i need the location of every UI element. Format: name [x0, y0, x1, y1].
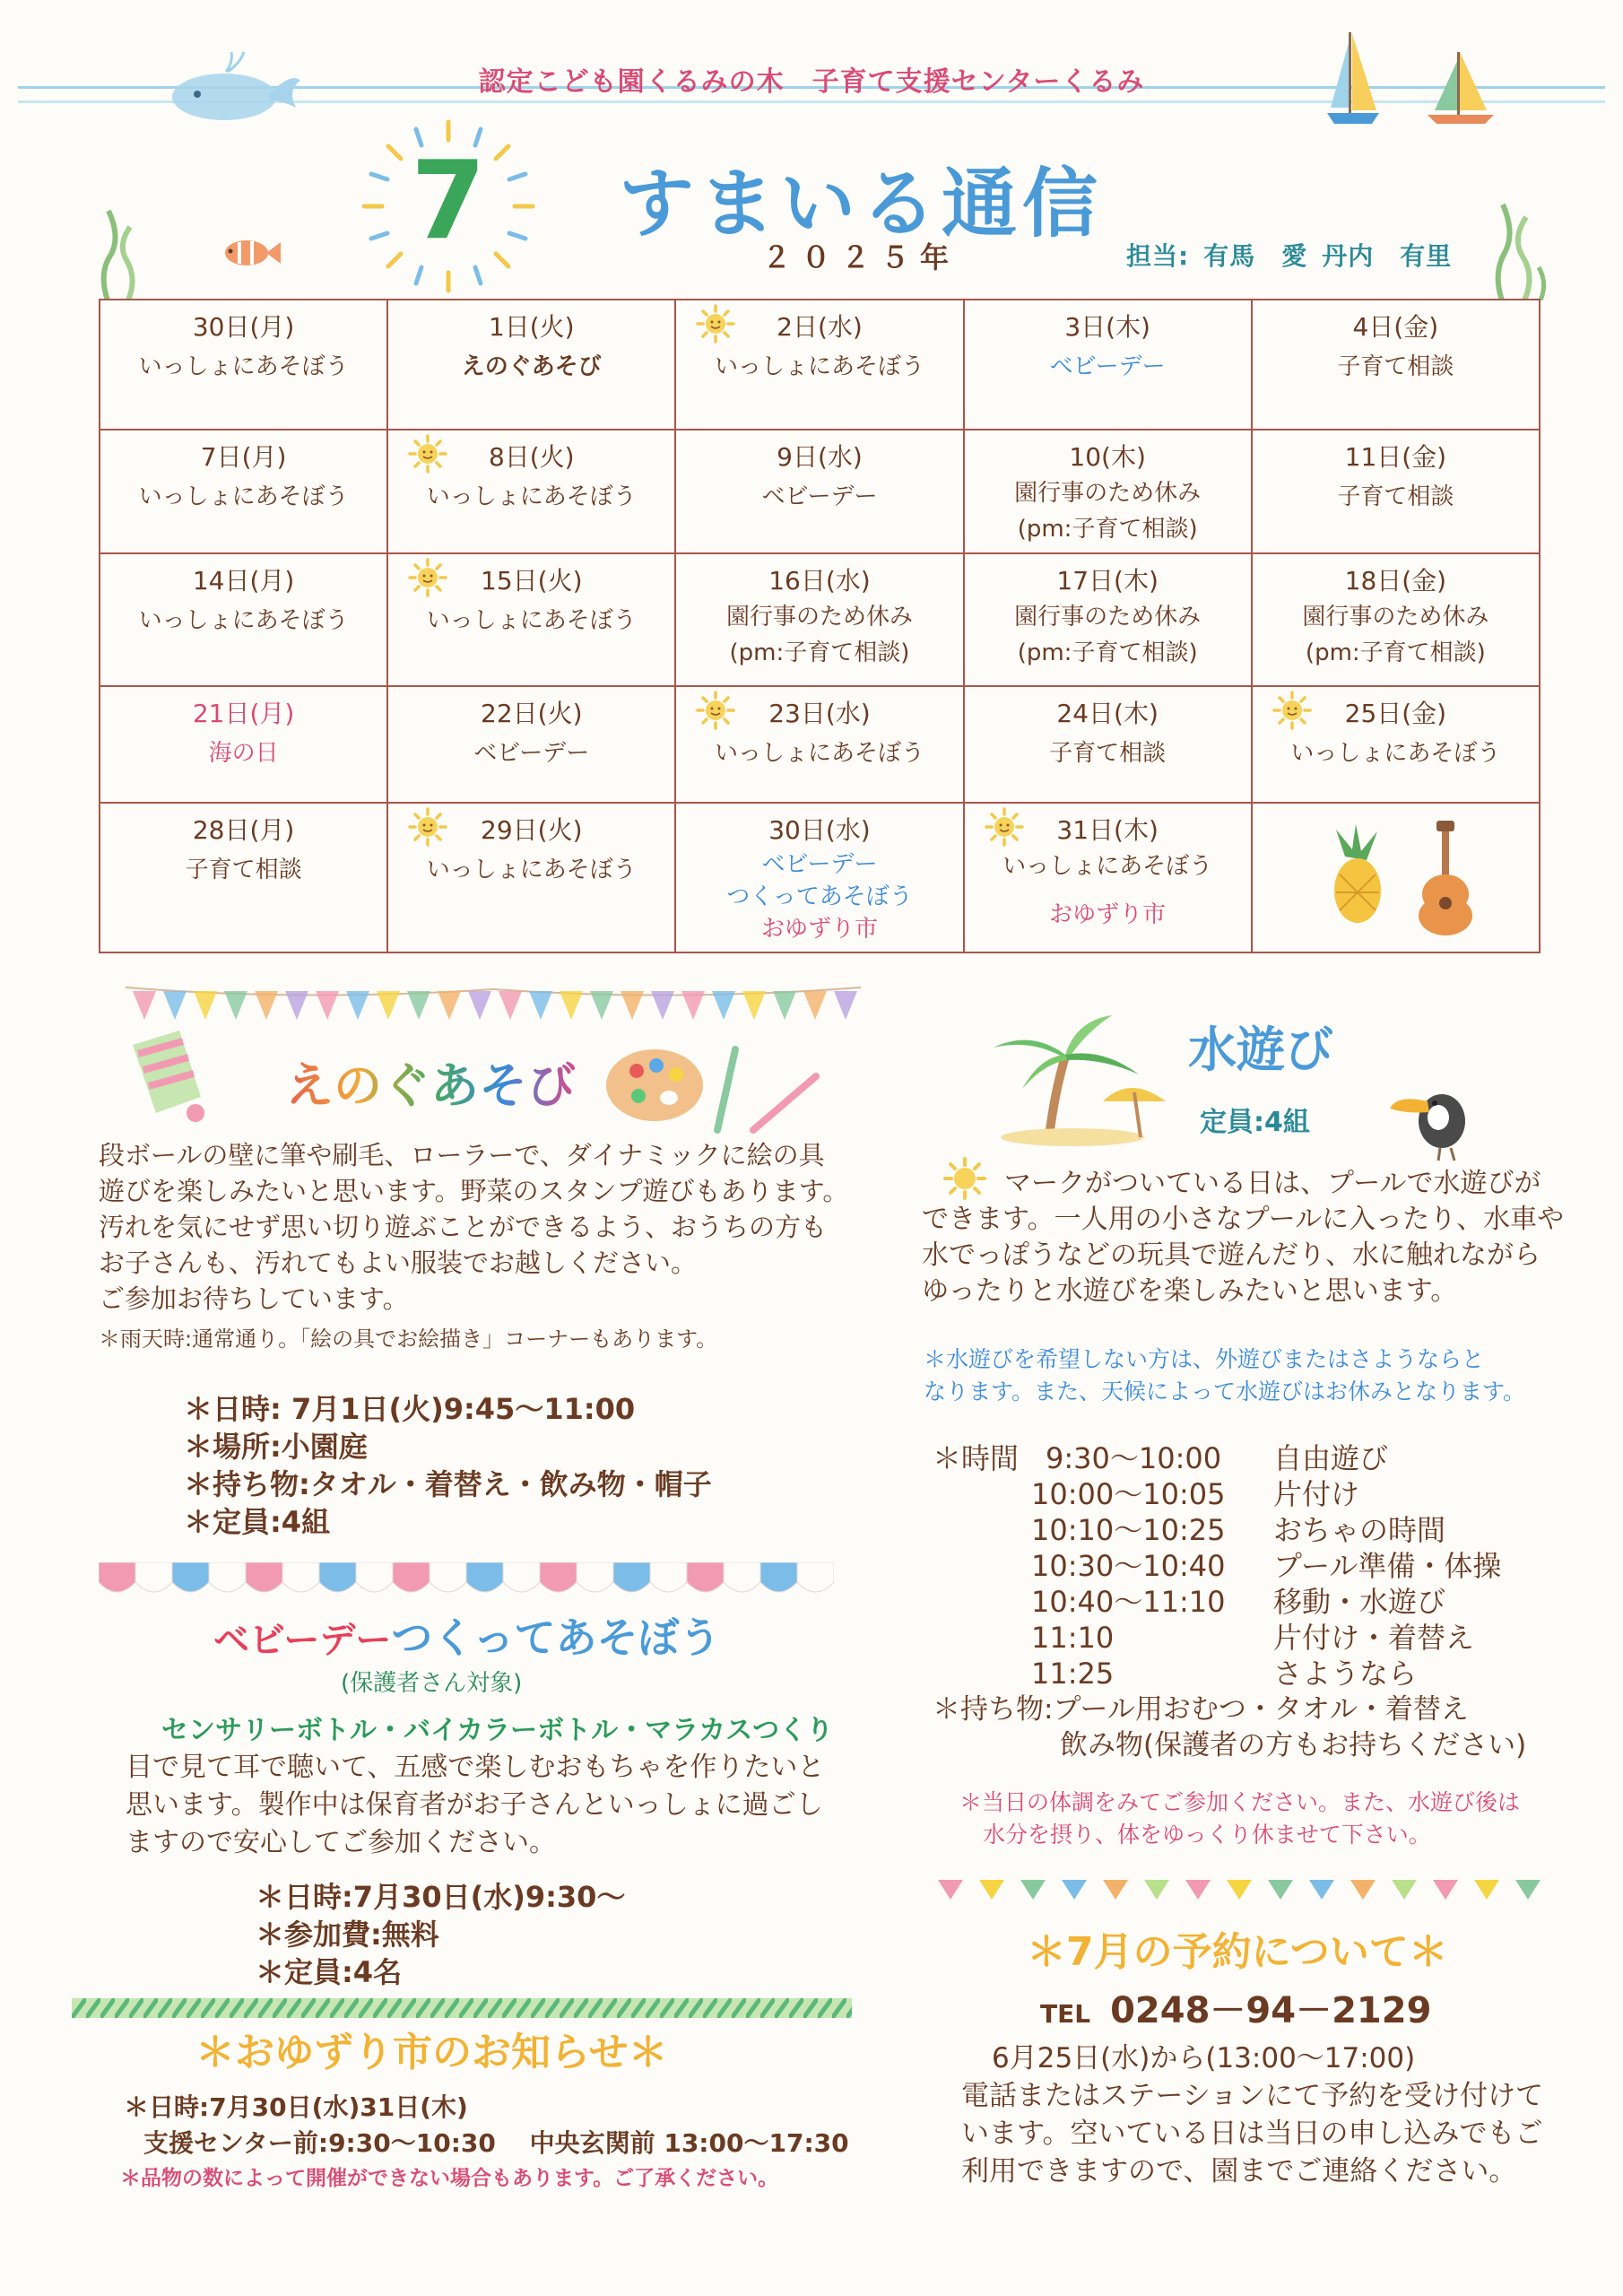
sun-mark-icon [985, 807, 1024, 847]
calendar-date: 22日(火) [481, 699, 583, 729]
baby-craft: センサリーボトル・バイカラーボトル・マラカスつくり [161, 1715, 834, 1746]
calendar-event: おゆずり市 [760, 915, 878, 943]
calendar-event: ベビーデー [761, 850, 878, 878]
calendar-day-cell [387, 686, 675, 802]
calendar-event: つくってあそぼう [726, 883, 913, 910]
tel-number: 0248－94－2129 [1110, 1990, 1432, 2031]
calendar-week-row [100, 430, 1540, 553]
calendar-day-cell [675, 430, 963, 553]
baby-body [126, 1749, 879, 1862]
calendar-event: いっしょにあそぼう [426, 856, 637, 883]
calendar-week-row [100, 686, 1540, 802]
calendar-date: 1日(火) [488, 312, 575, 342]
organization-name: 認定こども園くるみの木 子育て支援センターくるみ [478, 66, 1145, 98]
oyuzuri-note: ＊品物の数によって開催ができない場合もあります。ご了承ください。 [120, 2167, 779, 2190]
calendar-date: 18日(金) [1344, 565, 1447, 596]
calendar-event: いっしょにあそぼう [138, 353, 349, 380]
calendar-day-cell [675, 803, 963, 952]
baby-body-line: 思います。製作中は保育者がお子さんといっしょに過ごし [126, 1789, 823, 1821]
calendar-day-cell [675, 686, 963, 802]
calendar-event: いっしょにあそぼう [714, 740, 924, 768]
calendar-event: いっしょにあそぼう [1290, 740, 1501, 768]
enogu-rain-note: ＊雨天時:通常通り。「絵の具でお絵描き」コーナーもあります。 [99, 1326, 718, 1352]
calendar-day-cell [675, 553, 963, 686]
sun-mark-icon [696, 304, 735, 344]
water-body-line: ゆったりと水遊びを楽しみたいと思います。 [922, 1275, 1458, 1307]
water-note-line: ＊水遊びを希望しない方は、外遊びまたはさようならと [924, 1346, 1485, 1372]
water-items-2: 飲み物(保護者の方もお持ちください) [1060, 1729, 1527, 1761]
schedule-activity: 片付け [1273, 1477, 1360, 1511]
calendar-week-row [100, 300, 1540, 430]
calendar-day-cell [387, 553, 675, 686]
calendar-day-cell [964, 686, 1252, 802]
calendar-date: 9日(水) [777, 441, 863, 472]
calendar-event: いっしょにあそぼう [714, 353, 924, 380]
schedule-time: 10:00～10:05 [1031, 1477, 1226, 1511]
staff-name-2: 丹内 有里 [1322, 241, 1453, 271]
calendar-day-cell [387, 300, 675, 430]
calendar-date: 28日(月) [192, 814, 295, 845]
calendar-day-cell [100, 430, 387, 553]
reservation-title: ＊7月の予約について＊ [1027, 1929, 1448, 1975]
enogu-title-text: えのぐあそび [285, 1057, 576, 1114]
enogu-body-line: お子さんも、汚れてもよい服装でお越しください。 [99, 1248, 698, 1278]
baby-details [256, 1878, 625, 1991]
enogu-body-line: 汚れを気にせず思い切り遊ぶことができるよう、おうちの方も [99, 1212, 828, 1242]
calendar-day-cell [100, 300, 387, 430]
calendar-date: 8日(火) [488, 441, 575, 472]
oyuzuri-times: 支援センター前:9:30～10:30 中央玄関前 13:00～17:30 [143, 2128, 849, 2158]
calendar-event: 子育て相談 [185, 856, 302, 883]
bunting-decoration [126, 980, 861, 1034]
calendar-day-cell [1252, 300, 1540, 430]
calendar-event: 子育て相談 [1049, 740, 1167, 768]
sun-mark-icon [408, 807, 447, 847]
calendar-date: 23日(水) [768, 699, 871, 729]
calendar-event: 園行事のため休み [1014, 603, 1202, 631]
calendar-day-cell [1252, 430, 1540, 553]
schedule-activity: プール準備・体操 [1273, 1549, 1502, 1583]
baby-body-line: 目で見て耳で聴いて、五感で楽しむおもちゃを作りたいと [126, 1752, 825, 1783]
calendar-event: (pm:子育て相談) [1017, 639, 1198, 666]
schedule-label: ＊時間 [933, 1441, 1020, 1475]
calendar-date: 7日(月) [200, 441, 287, 472]
water-body-line: マークがついている日は、プールで水遊びが [1004, 1168, 1541, 1199]
reservation-body-line: 6月25日(水)から(13:00～17:00) [992, 2042, 1416, 2074]
reservation-phone [1040, 1982, 1431, 2033]
calendar-day-cell [964, 430, 1252, 553]
enogu-datetime: ＊日時: 7月1日(火)9:45～11:00 [184, 1392, 636, 1426]
calendar-event: いっしょにあそぼう [426, 483, 637, 510]
calendar-event: 海の日 [208, 740, 279, 768]
staff-name-1: 有馬 愛 [1203, 241, 1308, 271]
calendar-event: おゆずり市 [1049, 900, 1167, 928]
baby-datetime: ＊日時:7月30日(水)9:30～ [256, 1880, 626, 1914]
calendar-date: 24日(木) [1056, 699, 1159, 729]
calendar-day-cell [100, 803, 387, 952]
calendar-event: (pm:子育て相談) [1017, 515, 1198, 543]
baby-title-b: つくってあそぼう [391, 1613, 721, 1662]
calendar-date: 17日(木) [1056, 565, 1159, 596]
calendar-date: 16日(水) [768, 565, 871, 596]
schedule-activity: さようなら [1273, 1657, 1418, 1691]
schedule-time: 11:25 [1031, 1657, 1115, 1691]
reservation-body [961, 2039, 1589, 2190]
baby-title [213, 1605, 721, 1665]
baby-capacity: ＊定員:4名 [256, 1955, 403, 1989]
calendar-date: 3日(木) [1064, 312, 1150, 342]
water-body-line: できます。一人用の小さなプールに入ったり、水車や [922, 1204, 1565, 1235]
calendar-event: いっしょにあそぼう [1002, 852, 1213, 880]
water-body-line: 水でっぽうなどの玩具で遊んだり、水に触れながら [922, 1239, 1541, 1271]
reservation-body-line: 電話またはステーションにて予約を受け付けて [961, 2080, 1544, 2112]
calendar-date: 10(木) [1069, 441, 1146, 472]
baby-subtitle: (保護者さん対象) [341, 1670, 523, 1697]
enogu-details [184, 1390, 712, 1541]
schedule-time: 10:10～10:25 [1031, 1513, 1226, 1547]
sun-mark-icon [408, 434, 447, 474]
reservation-body-line: います。空いている日は当日の申し込みでもご [961, 2118, 1543, 2150]
calendar-day-cell [100, 686, 387, 802]
baby-fee: ＊参加費:無料 [256, 1918, 439, 1952]
tel-label: TEL [1040, 1999, 1091, 2029]
calendar-date: 30日(水) [768, 814, 871, 845]
stripe-decoration [72, 1998, 852, 2018]
calendar-day-cell [964, 300, 1252, 430]
paint-tube-illustration [126, 1027, 215, 1126]
calendar-day-cell [387, 430, 675, 553]
calendar-day-cell [1252, 686, 1540, 802]
pineapple-ukulele-illustration [1309, 821, 1488, 937]
calendar-date: 15日(火) [481, 565, 583, 596]
palm-tree-illustration [986, 1003, 1175, 1146]
water-note-line: なります。また、天候によって水遊びはお休みとなります。 [924, 1378, 1526, 1405]
calendar-day-cell [964, 553, 1252, 686]
calendar-event: 園行事のため休み [1302, 603, 1489, 631]
enogu-body [99, 1137, 870, 1317]
staff-names [1126, 237, 1466, 273]
water-items: ＊持ち物:プール用おむつ・タオル・着替え [933, 1693, 1469, 1726]
enogu-items: ＊持ち物:タオル・着替え・飲み物・帽子 [184, 1467, 712, 1501]
sun-mark-icon [696, 691, 735, 730]
calendar-event: ベビーデー [761, 483, 878, 510]
calendar-date: 11日(金) [1344, 441, 1447, 472]
calendar-event: (pm:子育て相談) [1305, 639, 1486, 666]
calendar-week-row [100, 553, 1540, 686]
calendar-day-cell [100, 553, 387, 686]
schedule-activity: 自由遊び [1273, 1441, 1389, 1475]
enogu-body-line: ご参加お待ちしています。 [99, 1283, 409, 1314]
calendar-event: 園行事のため休み [1014, 479, 1202, 507]
seaweed-right [1488, 197, 1551, 300]
calendar-event: 子育て相談 [1337, 483, 1454, 510]
seaweed-left [94, 202, 148, 300]
enogu-capacity: ＊定員:4組 [184, 1505, 331, 1539]
awning-decoration [99, 1562, 834, 1600]
sun-mark-icon [408, 558, 447, 597]
calendar-event: ベビーデー [473, 740, 590, 768]
oyuzuri-title: ＊おゆずり市のお知らせ＊ [195, 2030, 668, 2075]
schedule-time: 10:30～10:40 [1031, 1549, 1226, 1583]
calendar-event: いっしょにあそぼう [138, 606, 349, 634]
calendar-event: いっしょにあそぼう [426, 606, 637, 634]
enogu-place: ＊場所:小園庭 [184, 1430, 368, 1464]
calendar-event: えのぐあそび [461, 353, 602, 380]
calendar-event: ベビーデー [1049, 353, 1166, 380]
calendar-date: 2日(水) [777, 312, 863, 342]
water-capacity: 定員:4組 [1200, 1107, 1310, 1138]
schedule-activity: 片付け・着替え [1273, 1621, 1475, 1655]
calendar-day-cell [964, 803, 1252, 952]
calendar-date: 21日(月) [192, 699, 295, 729]
schedule-time: 10:40～11:10 [1031, 1585, 1226, 1619]
calendar-date: 14日(月) [192, 565, 295, 596]
calendar-date: 4日(金) [1352, 312, 1439, 342]
newsletter-year: ２０２５年 [762, 240, 960, 274]
baby-title-a: ベビーデー [213, 1620, 392, 1661]
schedule-activity: 移動・水遊び [1273, 1585, 1446, 1619]
toucan-illustration [1388, 1082, 1487, 1162]
pennant-decoration [938, 1876, 1566, 1912]
enogu-body-line: 段ボールの壁に筆や刷毛、ローラーで、ダイナミックに絵の具 [99, 1140, 825, 1170]
month-number: 7 [411, 139, 486, 264]
enogu-title [285, 1048, 576, 1117]
enogu-body-line: 遊びを楽しみたいと思います。野菜のスタンプ遊びもあります。 [99, 1176, 849, 1206]
water-body [922, 1166, 1576, 1309]
calendar-event: (pm:子育て相談) [729, 639, 910, 666]
fish-illustration [220, 235, 282, 271]
calendar-date: 30日(月) [192, 312, 295, 342]
calendar-day-cell [675, 300, 963, 430]
calendar-date: 25日(金) [1344, 699, 1447, 729]
water-caution-line: ＊当日の体調をみてご参加ください。また、水遊び後は [959, 1789, 1521, 1815]
calendar-event: いっしょにあそぼう [138, 483, 349, 510]
calendar-date: 29日(火) [481, 814, 583, 845]
schedule-time: 11:10 [1031, 1621, 1115, 1655]
reservation-body-line: 利用できますので、園までご連絡ください。 [961, 2155, 1517, 2187]
schedule-activity: おちゃの時間 [1273, 1513, 1446, 1547]
calendar-day-cell [387, 803, 675, 952]
sun-mark-icon [1272, 691, 1312, 730]
baby-body-line: ますので安心してご参加ください。 [126, 1827, 556, 1858]
water-note [924, 1344, 1525, 1408]
oyuzuri-date: ＊日時:7月30日(水)31日(木) [124, 2092, 468, 2122]
palette-brushes-illustration [601, 1031, 834, 1139]
calendar-event: 園行事のため休み [725, 603, 913, 631]
newsletter-title: すまいる通信 [619, 160, 1104, 248]
water-title: 水遊び [1188, 1022, 1333, 1078]
staff-label: 担当: [1126, 241, 1190, 271]
calendar-date: 31日(木) [1056, 814, 1159, 845]
calendar-day-cell [1252, 553, 1540, 686]
water-caution [959, 1787, 1520, 1851]
schedule-time: 9:30～10:00 [1046, 1441, 1222, 1475]
calendar-event: 子育て相談 [1337, 353, 1454, 380]
water-caution-line: 水分を摂り、体をゆっくり休ませて下さい。 [983, 1822, 1431, 1848]
